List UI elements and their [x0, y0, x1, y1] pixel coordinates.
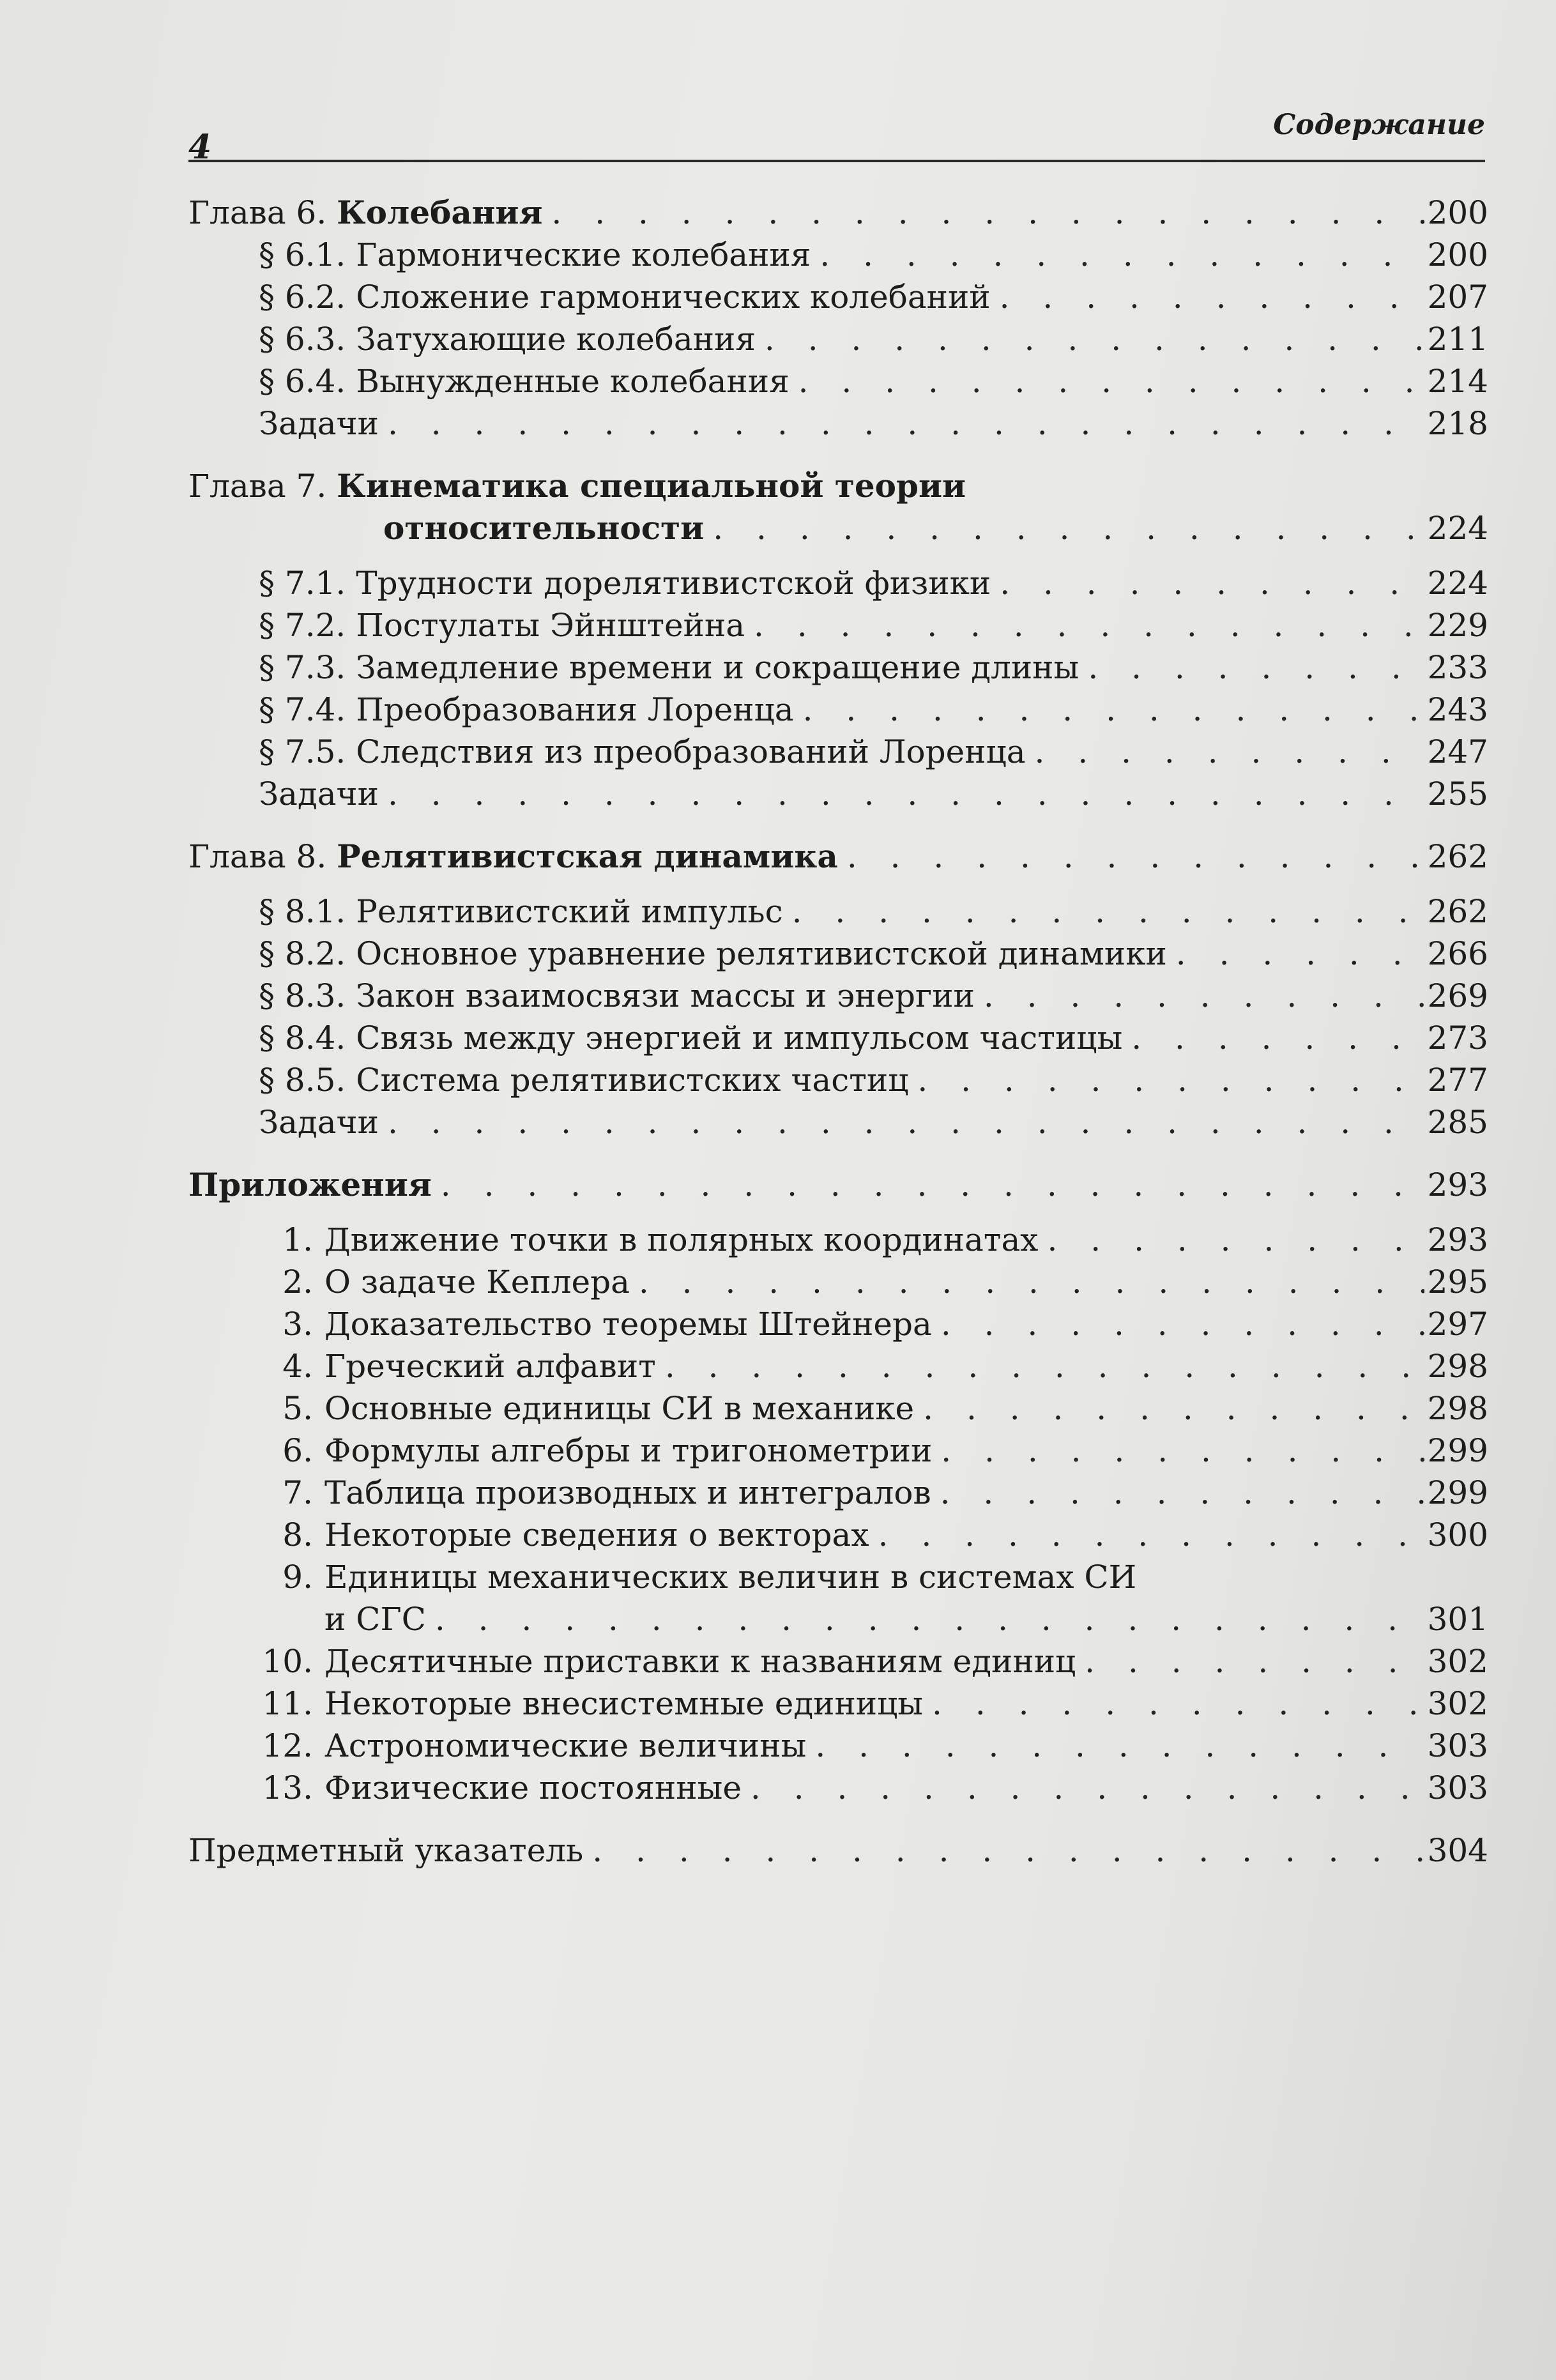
dot-leader — [1079, 646, 1424, 689]
dot-leader — [932, 1303, 1424, 1345]
page-ref: 233 — [1427, 649, 1488, 686]
dot-leader — [1076, 1640, 1424, 1682]
toc-appendix-item[interactable] — [188, 1682, 1488, 1725]
tasks-title: Задачи — [259, 775, 379, 812]
section-number: § 6.4. — [259, 363, 346, 400]
page-ref: 298 — [1427, 1390, 1488, 1427]
tasks-title: Задачи — [259, 405, 379, 442]
dot-leader — [932, 1430, 1424, 1472]
page-ref: 262 — [1427, 838, 1488, 875]
chapter-title-line-1: Кинематика специальной теории — [337, 467, 966, 505]
page-ref: 303 — [1427, 1727, 1488, 1764]
toc-section[interactable] — [188, 890, 1488, 933]
section-title: Следствия из преобразований Лоренца — [356, 733, 1026, 770]
chapter-title: Колебания — [337, 194, 543, 231]
item-title: Формулы алгебры и тригонометрии — [324, 1432, 933, 1469]
toc-section[interactable] — [188, 360, 1488, 402]
section-number: § 7.1. — [259, 565, 346, 602]
section-number: § 8.1. — [259, 893, 346, 930]
toc-section[interactable] — [188, 318, 1488, 360]
toc-section[interactable] — [188, 562, 1488, 604]
item-number: 5. — [282, 1390, 313, 1427]
item-number: 7. — [282, 1474, 313, 1511]
item-title: Доказательство теоремы Штейнера — [324, 1306, 932, 1343]
page-ref: 302 — [1427, 1643, 1488, 1680]
toc-section[interactable] — [188, 689, 1488, 731]
page-ref: 200 — [1427, 236, 1488, 273]
item-title: О задаче Кеплера — [324, 1263, 630, 1301]
dot-leader — [806, 1725, 1424, 1767]
section-title: Трудности дорелятивистской физики — [356, 565, 991, 602]
item-number: 1. — [282, 1221, 313, 1258]
chapter-title: Релятивистская динамика — [337, 837, 838, 875]
dot-leader — [869, 1514, 1424, 1556]
item-title: Физические постоянные — [324, 1769, 742, 1806]
dot-leader — [914, 1387, 1424, 1430]
page-ref: 285 — [1427, 1104, 1488, 1141]
section-number: § 7.5. — [259, 733, 346, 770]
page-ref: 302 — [1427, 1685, 1488, 1722]
section-title: Преобразования Лоренца — [356, 691, 794, 728]
toc-appendix-item[interactable] — [188, 1345, 1488, 1387]
dot-leader — [432, 1164, 1424, 1206]
page-ref: 277 — [1427, 1062, 1488, 1099]
toc-appendix-item[interactable] — [188, 1472, 1488, 1514]
item-title: Основные единицы СИ в механике — [324, 1390, 915, 1427]
chapter-prefix: Глава 8. — [188, 838, 327, 875]
page-ref: 211 — [1427, 321, 1488, 358]
item-number: 11. — [262, 1685, 313, 1722]
page-ref: 273 — [1427, 1019, 1488, 1057]
page-ref: 299 — [1427, 1474, 1488, 1511]
section-title: Вынужденные колебания — [356, 363, 789, 400]
item-number: 10. — [262, 1643, 313, 1680]
page-ref: 297 — [1427, 1306, 1488, 1343]
toc-section[interactable] — [188, 276, 1488, 318]
section-number: § 6.1. — [259, 236, 346, 273]
item-number: 12. — [262, 1727, 313, 1764]
page-ref: 304 — [1427, 1832, 1488, 1869]
page-ref: 229 — [1427, 607, 1488, 644]
section-number: § 8.5. — [259, 1062, 346, 1099]
section-title: Сложение гармонических колебаний — [356, 278, 991, 316]
chapter-prefix: Глава 7. — [188, 468, 327, 505]
toc-appendix-item-cont[interactable] — [188, 1598, 1488, 1640]
item-title: Движение точки в полярных координатах — [324, 1221, 1039, 1258]
dot-leader — [542, 192, 1424, 234]
item-title: Некоторые внесистемные единицы — [324, 1685, 924, 1722]
item-title: Греческий алфавит — [324, 1348, 656, 1385]
section-title: Гармонические колебания — [356, 236, 811, 273]
toc-appendix-item[interactable] — [188, 1640, 1488, 1682]
page-ref: 299 — [1427, 1432, 1488, 1469]
item-number: 3. — [282, 1306, 313, 1343]
toc-chapter-7[interactable] — [188, 465, 1488, 507]
table-of-contents — [188, 192, 1488, 1872]
dot-leader — [656, 1345, 1424, 1387]
dot-leader — [756, 318, 1424, 360]
item-title: Десятичные приставки к названиям единиц — [324, 1643, 1076, 1680]
toc-appendix[interactable] — [188, 1164, 1488, 1206]
item-number: 4. — [282, 1348, 313, 1385]
dot-leader — [630, 1261, 1424, 1303]
dot-leader — [1122, 1017, 1424, 1059]
section-number: § 7.3. — [259, 649, 346, 686]
dot-leader — [379, 402, 1424, 445]
toc-tasks[interactable] — [188, 1101, 1488, 1143]
toc-section[interactable] — [188, 604, 1488, 646]
dot-leader — [379, 1101, 1424, 1143]
page-ref: 200 — [1427, 194, 1488, 231]
item-number: 9. — [282, 1559, 313, 1596]
toc-section[interactable] — [188, 975, 1488, 1017]
toc-appendix-item[interactable] — [188, 1261, 1488, 1303]
running-title: Содержание — [1273, 109, 1485, 141]
page-ref: 224 — [1427, 510, 1488, 547]
page-ref: 293 — [1427, 1221, 1488, 1258]
dot-leader — [794, 689, 1424, 731]
section-title: Закон взаимосвязи массы и энергии — [356, 977, 975, 1014]
toc-appendix-item[interactable] — [188, 1430, 1488, 1472]
chapter-prefix: Глава 6. — [188, 194, 327, 231]
dot-leader — [1039, 1219, 1424, 1261]
toc-chapter-8[interactable] — [188, 835, 1488, 878]
dot-leader — [908, 1059, 1424, 1101]
item-title: Астрономические величины — [324, 1727, 807, 1764]
dot-leader — [991, 276, 1424, 318]
toc-subject-index[interactable] — [188, 1829, 1488, 1872]
toc-section[interactable] — [188, 731, 1488, 773]
toc-section[interactable] — [188, 933, 1488, 975]
section-number: § 7.4. — [259, 691, 346, 728]
toc-section[interactable] — [188, 1059, 1488, 1101]
dot-leader — [583, 1829, 1424, 1872]
toc-appendix-item[interactable] — [188, 1387, 1488, 1430]
item-number: 8. — [282, 1516, 313, 1553]
tasks-title: Задачи — [259, 1104, 379, 1141]
section-title: Постулаты Эйнштейна — [356, 607, 745, 644]
page-header — [188, 102, 1485, 167]
item-title: Некоторые сведения о векторах — [324, 1516, 869, 1553]
toc-section[interactable] — [188, 1017, 1488, 1059]
section-number: § 8.3. — [259, 977, 346, 1014]
item-title: Таблица производных и интегралов — [324, 1474, 931, 1511]
toc-chapter-7-cont[interactable] — [188, 507, 1488, 549]
item-title-line-2: и СГС — [324, 1601, 426, 1638]
toc-tasks[interactable] — [188, 773, 1488, 815]
section-title: Замедление времени и сокращение длины — [356, 649, 1079, 686]
page-ref: 247 — [1427, 733, 1488, 770]
section-title: Основное уравнение релятивистской динамики — [356, 935, 1167, 972]
toc-tasks[interactable] — [188, 402, 1488, 445]
page-ref: 301 — [1427, 1601, 1488, 1638]
dot-leader — [811, 234, 1424, 276]
toc-appendix-item[interactable] — [188, 1303, 1488, 1345]
section-number: § 6.3. — [259, 321, 346, 358]
page-ref: 303 — [1427, 1769, 1488, 1806]
dot-leader — [742, 1767, 1424, 1809]
section-title: Затухающие колебания — [356, 321, 756, 358]
dot-leader — [991, 562, 1424, 604]
page-ref: 214 — [1427, 363, 1488, 400]
dot-leader — [838, 835, 1424, 878]
chapter-title-line-2: относительности — [383, 509, 705, 547]
toc-appendix-item[interactable] — [188, 1514, 1488, 1556]
page-ref: 266 — [1427, 935, 1488, 972]
toc-appendix-item[interactable] — [188, 1219, 1488, 1261]
page-ref: 207 — [1427, 278, 1488, 316]
section-title: Релятивистский импульс — [356, 893, 783, 930]
page-ref: 295 — [1427, 1263, 1488, 1301]
item-title: Единицы механических величин в системах СИ — [324, 1559, 1137, 1596]
page-ref: 255 — [1427, 775, 1488, 812]
dot-leader — [426, 1598, 1424, 1640]
page-ref: 243 — [1427, 691, 1488, 728]
page-ref: 298 — [1427, 1348, 1488, 1385]
toc-section[interactable] — [188, 646, 1488, 689]
dot-leader — [1026, 731, 1424, 773]
dot-leader — [379, 773, 1424, 815]
page-ref: 269 — [1427, 977, 1488, 1014]
index-title: Предметный указатель — [188, 1832, 584, 1869]
toc-chapter-6[interactable] — [188, 192, 1488, 234]
dot-leader — [745, 604, 1424, 646]
page-ref: 293 — [1427, 1166, 1488, 1203]
page-ref: 262 — [1427, 893, 1488, 930]
dot-leader — [975, 975, 1424, 1017]
section-number: § 8.4. — [259, 1019, 346, 1057]
toc-section[interactable] — [188, 234, 1488, 276]
page-ref: 224 — [1427, 565, 1488, 602]
page-number: 4 — [188, 128, 212, 167]
dot-leader — [783, 890, 1424, 933]
item-number: 2. — [282, 1263, 313, 1301]
section-title: Связь между энергией и импульсом частицы — [356, 1019, 1123, 1057]
section-number: § 8.2. — [259, 935, 346, 972]
page-ref: 218 — [1427, 405, 1488, 442]
dot-leader — [931, 1472, 1424, 1514]
appendix-title: Приложения — [188, 1166, 432, 1203]
dot-leader — [704, 507, 1424, 549]
item-number: 13. — [262, 1769, 313, 1806]
section-title: Система релятивистских частиц — [356, 1062, 909, 1099]
dot-leader — [1167, 933, 1424, 975]
section-number: § 7.2. — [259, 607, 346, 644]
page-ref: 300 — [1427, 1516, 1488, 1553]
dot-leader — [923, 1682, 1424, 1725]
section-number: § 6.2. — [259, 278, 346, 316]
item-number: 6. — [282, 1432, 313, 1469]
dot-leader — [789, 360, 1424, 402]
toc-appendix-item[interactable] — [188, 1767, 1488, 1809]
toc-appendix-item[interactable] — [188, 1556, 1488, 1598]
toc-appendix-item[interactable] — [188, 1725, 1488, 1767]
